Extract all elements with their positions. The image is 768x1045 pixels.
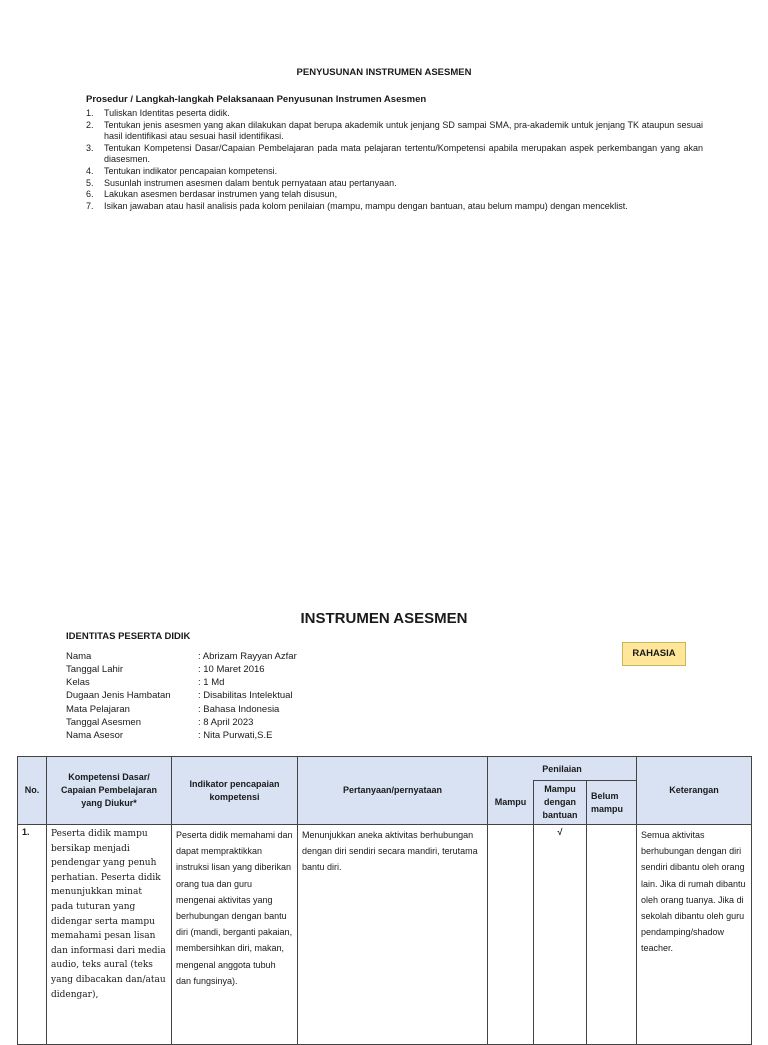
row-kompetensi: Peserta didik mampu bersikap menjadi pendengar yang penuh perhatian. Peserta didik menunjukkan minat pada tuturan yang didengar serta mampu memahami pesan lisan dan informasi dari media audio, teks aural (teks yang dibacakan dan/atau didengar), xyxy=(47,825,172,1045)
identity-row-tanggal-asesmen: Tanggal Asesmen : 8 April 2023 xyxy=(66,717,254,728)
procedure-title: Prosedur / Langkah-langkah Pelaksanaan Penyusunan Instrumen Asesmen xyxy=(86,94,427,105)
step-item: 4. Tentukan indikator pencapaian kompetensi. xyxy=(86,165,278,176)
header-kompetensi: Kompetensi Dasar/ Capaian Pembelajaran yang Diukur* xyxy=(47,757,172,825)
step-item: 7. Isikan jawaban atau hasil analisis pada kolom penilaian (mampu, mampu dengan bantuan, atau belum mampu) dengan menceklist. xyxy=(86,200,628,211)
identity-row-hambatan: Dugaan Jenis Hambatan : Disabilitas Intelektual xyxy=(66,690,293,701)
row-number: 1. xyxy=(18,825,47,1045)
step-item: 6. Lakukan asesmen berdasar instrumen yang telah disusun, xyxy=(86,189,338,200)
table-row xyxy=(18,825,752,1045)
header-keterangan: Keterangan xyxy=(637,757,752,825)
header-penilaian: Penilaian xyxy=(488,757,637,781)
row-belum-mampu xyxy=(587,825,637,1045)
header-pertanyaan: Pertanyaan/pernyataan xyxy=(298,757,488,825)
page-title: PENYUSUNAN INSTRUMEN ASESMEN xyxy=(296,67,472,78)
step-item: 5. Susunlah instrumen asesmen dalam bentuk pernyataan atau pertanyaan. xyxy=(86,177,397,188)
header-belum-mampu: Belum mampu xyxy=(587,781,637,825)
procedure-steps xyxy=(86,108,703,212)
row-mampu xyxy=(488,825,534,1045)
step-item: 1. Tuliskan Identitas peserta didik. xyxy=(86,108,230,118)
identity-row-asesor: Nama Asesor : Nita Purwati,S.E xyxy=(66,730,273,741)
row-keterangan: Semua aktivitas berhubungan dengan diri sendiri dibantu oleh orang lain. Jika di rumah dibantu oleh orang tuanya. Jika di sekolah dibantu oleh guru pendamping/shadow teacher. xyxy=(637,825,752,1045)
header-mampu-bantuan: Mampu dengan bantuan xyxy=(534,781,587,825)
row-mampu-bantuan-check: √ xyxy=(534,825,587,1045)
identity-row-nama: Nama : Abrizam Rayyan Azfar xyxy=(66,651,297,662)
confidential-badge: RAHASIA xyxy=(622,642,686,666)
header-no: No. xyxy=(18,757,47,825)
header-indikator: Indikator pencapaian kompetensi xyxy=(172,757,298,825)
header-mampu: Mampu xyxy=(488,781,534,825)
identity-heading: IDENTITAS PESERTA DIDIK xyxy=(66,631,191,642)
step-item: 2. Tentukan jenis asesmen yang akan dilakukan dapat berupa akademik untuk jenjang SD sampai SMA, pra-akademik untuk jenjang TK ataupun sesuai hasil identifikasi atau sesuai hasil identifikasi. xyxy=(86,119,703,142)
identity-row-kelas: Kelas : 1 Md xyxy=(66,677,225,688)
assessment-table xyxy=(17,756,752,1045)
identity-row-tanggal-lahir: Tanggal Lahir : 10 Maret 2016 xyxy=(66,664,265,675)
step-item: 3. Tentukan Kompetensi Dasar/Capaian Pembelajaran pada mata pelajaran tertentu/Kompetensi apabila merupakan aspek perkembangan yang akan diasesmen. xyxy=(86,142,703,165)
identity-row-mapel: Mata Pelajaran : Bahasa Indonesia xyxy=(66,704,280,715)
row-indikator: Peserta didik memahami dan dapat mempraktikkan instruksi lisan yang diberikan orang tua dan guru mengenai aktivitas yang berhubungan dengan bantu diri (mandi, berganti pakaian, membersihkan diri, makan, mengenal anggota tubuh dan fungsinya). xyxy=(172,825,298,1045)
instrument-title: INSTRUMEN ASESMEN xyxy=(300,610,468,627)
row-pertanyaan: Menunjukkan aneka aktivitas berhubungan dengan diri sendiri secara mandiri, terutama bantu diri. xyxy=(298,825,488,1045)
